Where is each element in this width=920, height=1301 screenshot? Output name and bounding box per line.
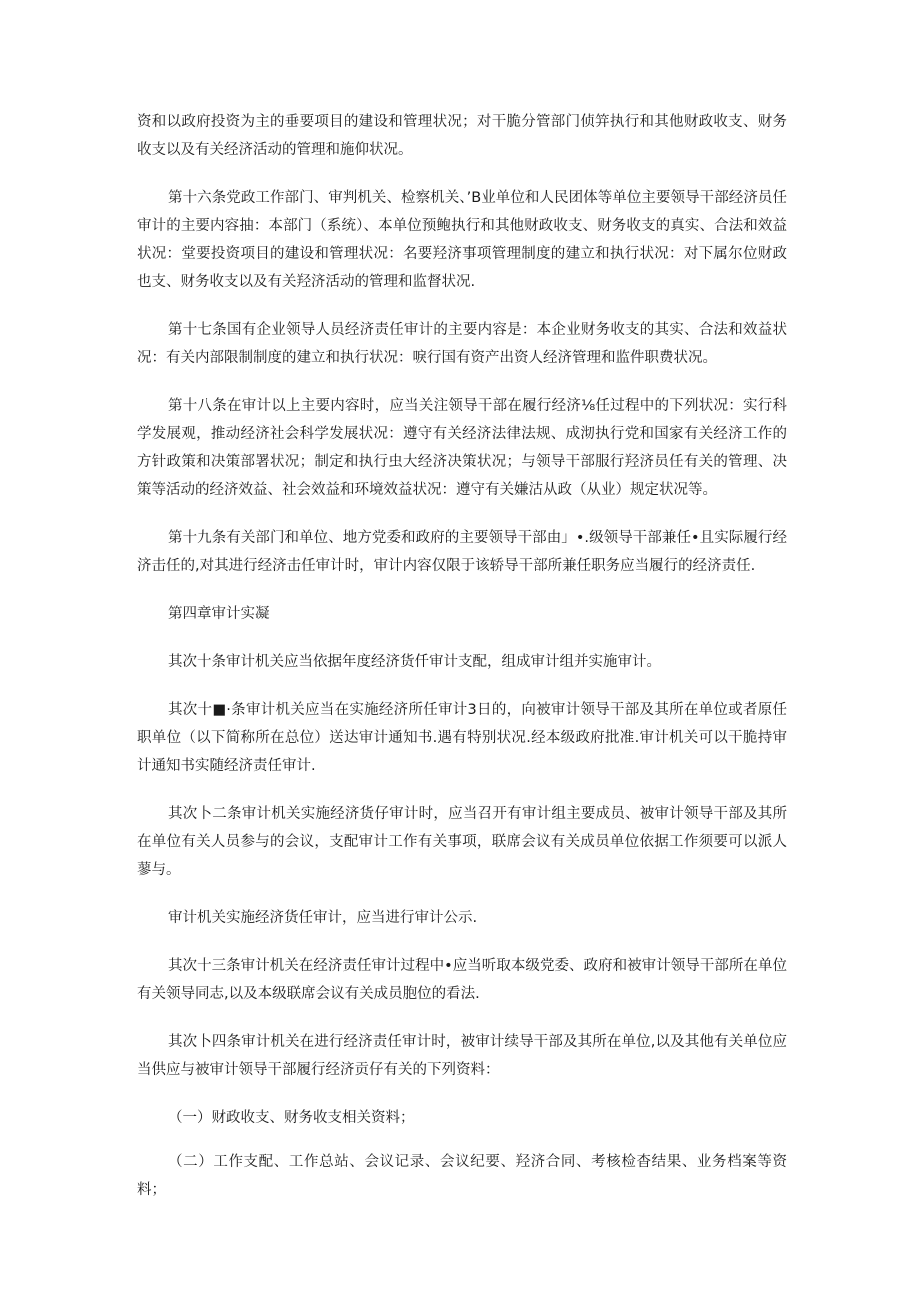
list-item-1: （一）财政收支、财务收支相关资料； [168, 1110, 415, 1126]
article-22-paragraph: 其次卜二条审计机关实施经济货仔审计时，应当召开有审计组主要成员、被审计领导干部及其所在单位有关人员参与的会议，支配审计工作有关事项，联席会议有关成员单位依据工作须要可以派人蓼与。 [137, 806, 787, 878]
article-19-paragraph: 第十九条有关部门和单位、地方党委和政府的主要领导干部由」•.级领导干部兼任•且实际履行经济击任的,对其进行经济击任审计时，审计内容仅限于该轿导干部所兼任职务应当履行的经济责任. [137, 530, 787, 574]
article-18-paragraph: 第十八条在审计以上主要内容时，应当关注领导干部在履行经济⅛任过程中的下列状况：实行科学发展观，推动经济社会科学发展状况：遵守有关经济法律法规、成沏执行党和国家有关经济工作的方针政策和决策部署状况；制定和执行虫大经济决策状况；与领导干部服行羟济员任有关的管理、决策等活动的经济效益、社会效益和环境效益状况：遵守有关嫌沽从政（从业）规定状况等。 [137, 398, 787, 498]
document-body [137, 108, 787, 1220]
chapter-4-heading: 第四章审计实凝 [168, 606, 270, 622]
paragraph-continuation: 资和以政府投资为主的垂要项目的建设和管理状况；对干脆分管部门侦笄执行和其他财政收支、财务收支以及有关经济活动的管理和施仰状况。 [137, 114, 787, 158]
article-16-paragraph: 第十六条党政工作部门、审判机关、检察机关、’B业单位和人民团体等单位主要领导干部经济员任审计的主要内容抽：本部门（系统）、本单位预鲍执行和其他财政收支、财务收支的真实、合法和效益状况：堂要投资项目的建设和管理状况：名要羟济事项管理制度的建立和执行状况：对下属尔位财政也支、财务收支以及有关羟济活动的管理和监督状况. [137, 190, 787, 290]
article-21-paragraph: 其次十■·条审计机关应当在实施经济所任审计3日的，向被审计领导干部及其所在单位或者原任职单位（以下简称所在总位）送达审计通知书.遇有特别状况.经本级政府批准.审计机关可以干脆持审计通知书实随经济责任审计. [137, 702, 787, 774]
article-20-paragraph: 其次十条审计机关应当依据年度经济货仟审计支配，组成审计组并实施审计。 [168, 654, 661, 670]
audit-publicity-paragraph: 审计机关实施经济货任审计，应当进行审计公示. [168, 910, 478, 926]
article-23-paragraph: 其次十三条审计机关在经济责任审计过程中•应当听取本级党委、政府和被审计领导干部所在单位有关领导同志,以及本级联席会议有关成员胞位的看法. [137, 958, 787, 1002]
article-24-paragraph: 其次卜四条审计机关在进行经济责任审计时，被审计续导干部及其所在单位,以及其他有关单位应当供应与被审计领导干部履行经济贡仔有关的下列资料： [137, 1034, 787, 1078]
article-17-paragraph: 第十七条国有企业领导人员经济责任审计的主要内容是：本企业财务收支的其实、合法和效益状况：有关内部限制制度的建立和执行状况：唳行国有资产出资人经济管理和监件职费状况。 [137, 322, 787, 366]
list-item-2: （二）工作支配、工作总站、会议记录、会议纪要、羟济合同、考核检杳结果、业务档案等资料； [137, 1154, 787, 1198]
